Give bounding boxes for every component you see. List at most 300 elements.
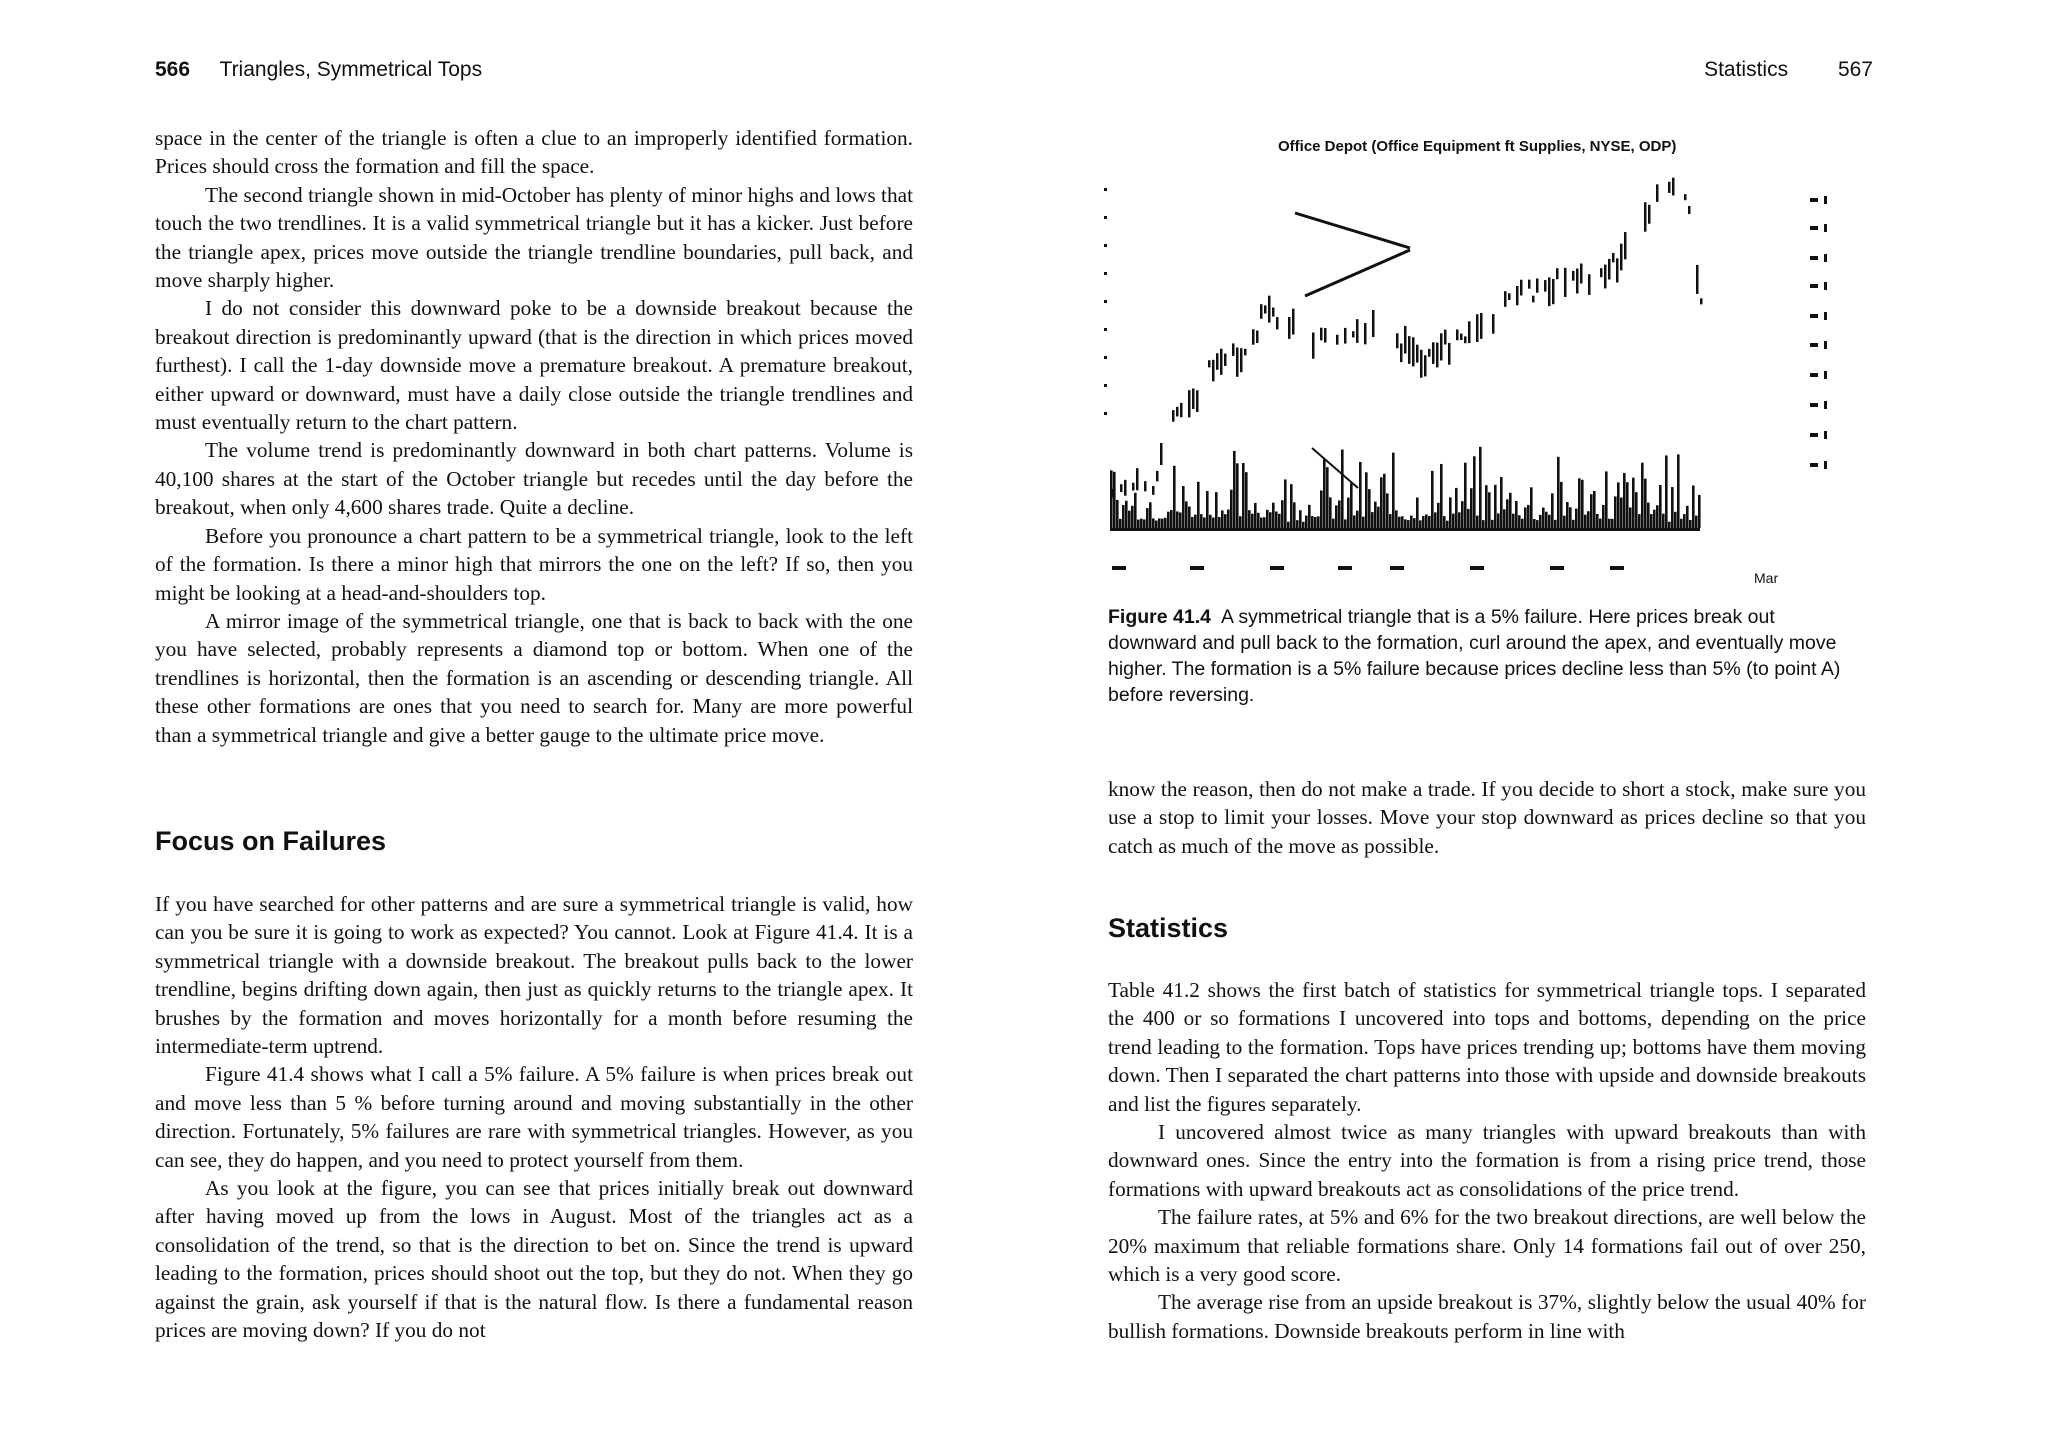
price-bar xyxy=(1416,345,1419,363)
axis-tick xyxy=(1810,433,1818,437)
price-bar xyxy=(1232,343,1235,355)
figure-41-4-chart xyxy=(1090,118,1890,593)
volume-bar xyxy=(1401,516,1404,528)
paragraph: The average rise from an upside breakout is 37%, slightly below the usual 40% for bullish formations. Downside breakouts perform in line with xyxy=(1108,1290,1866,1343)
volume-bar xyxy=(1509,493,1512,528)
price-bar xyxy=(1152,486,1155,495)
volume-bar xyxy=(1320,490,1323,528)
volume-bar xyxy=(1686,506,1689,528)
volume-bar xyxy=(1344,519,1347,528)
left-body-bottom xyxy=(155,890,913,1345)
price-bar xyxy=(1464,336,1467,343)
volume-bar xyxy=(1476,516,1479,528)
volume-bar xyxy=(1182,486,1185,528)
axis-tick xyxy=(1824,341,1827,349)
price-bar xyxy=(1552,279,1555,304)
volume-bar xyxy=(1125,501,1128,528)
price-bar xyxy=(1588,274,1591,295)
volume-bar xyxy=(1614,496,1617,528)
volume-bar xyxy=(1434,512,1437,528)
volume-bar xyxy=(1380,477,1383,528)
volume-bar xyxy=(1422,516,1425,528)
price-bar xyxy=(1252,329,1255,344)
axis-tick xyxy=(1824,224,1827,232)
date-tick xyxy=(1338,566,1352,570)
volume-bar xyxy=(1323,459,1326,528)
axis-tick xyxy=(1824,282,1827,290)
price-bar xyxy=(1604,265,1607,289)
volume-bar xyxy=(1365,472,1368,528)
volume-bar xyxy=(1305,516,1308,528)
price-bar xyxy=(1320,328,1323,341)
volume-bar xyxy=(1164,518,1167,528)
price-bar xyxy=(1356,319,1359,343)
volume-bar xyxy=(1524,507,1527,528)
volume-bar xyxy=(1575,509,1578,528)
volume-bar xyxy=(1122,505,1125,528)
volume-bar xyxy=(1179,512,1182,528)
volume-bar xyxy=(1113,472,1116,528)
triangle-upper-trendline xyxy=(1295,213,1410,248)
price-bar xyxy=(1352,331,1355,337)
volume-bar xyxy=(1377,507,1380,528)
right-page-number: 567 xyxy=(1837,58,1873,81)
axis-dot xyxy=(1104,384,1107,387)
volume-bar xyxy=(1446,521,1449,528)
volume-bar xyxy=(1464,463,1467,528)
volume-bar xyxy=(1146,508,1149,528)
price-bar xyxy=(1336,335,1339,345)
volume-bar xyxy=(1167,512,1170,528)
axis-tick xyxy=(1810,314,1818,318)
volume-bar xyxy=(1647,503,1650,528)
volume-bar xyxy=(1392,453,1395,528)
price-bar xyxy=(1224,354,1227,366)
volume-bar xyxy=(1515,501,1518,528)
volume-bar xyxy=(1350,483,1353,528)
volume-bar xyxy=(1314,517,1317,528)
paragraph: Table 41.2 shows the first batch of statistics for symmetrical triangle tops. I separated the 400 or so formations I uncovered into tops and bottoms, depending on the price trend leading to the formation. Tops have prices trending up; bottoms have them moving down. Then I separated the chart patterns into those with upside and downside breakouts and list the figures separately. xyxy=(1108,978,1866,1116)
volume-bar xyxy=(1518,515,1521,528)
volume-bar xyxy=(1137,520,1140,528)
volume-bar xyxy=(1500,477,1503,528)
volume-bar xyxy=(1548,515,1551,528)
volume-bar xyxy=(1656,505,1659,528)
price-bar xyxy=(1576,269,1579,294)
volume-bar xyxy=(1599,519,1602,528)
volume-bar xyxy=(1428,516,1431,528)
paragraph: The second triangle shown in mid-October has plenty of minor highs and lows that touch the two trendlines. It is a valid symmetrical triangle but it has a kicker. Just before the triangle apex, prices move outside the triangle trendline boundaries, pull back, and move sharply higher. xyxy=(155,182,913,293)
volume-bar xyxy=(1644,479,1647,528)
volume-bar xyxy=(1410,516,1413,528)
volume-bar xyxy=(1206,491,1209,528)
volume-bar xyxy=(1341,450,1344,528)
volume-bar xyxy=(1383,474,1386,528)
volume-bar xyxy=(1416,498,1419,528)
volume-bar xyxy=(1296,520,1299,528)
volume-baseline xyxy=(1110,528,1700,531)
volume-bar xyxy=(1326,467,1329,528)
paragraph: know the reason, then do not make a trade. If you decide to short a stock, make sure you use a stop to limit your losses. Move your stop downward as prices decline so that you catch as much of the move as possible. xyxy=(1108,777,1866,858)
price-bar xyxy=(1292,309,1295,335)
price-bar xyxy=(1372,310,1375,337)
volume-bar xyxy=(1404,519,1407,528)
volume-bar xyxy=(1116,500,1119,528)
price-bar xyxy=(1656,184,1659,202)
volume-bar xyxy=(1641,463,1644,528)
volume-bar xyxy=(1266,510,1269,528)
volume-bar xyxy=(1692,486,1695,528)
price-bar xyxy=(1644,202,1647,231)
axis-dot xyxy=(1104,188,1107,191)
price-bar xyxy=(1504,291,1507,307)
volume-bar xyxy=(1209,515,1212,528)
volume-bar xyxy=(1461,501,1464,528)
caption-text: A symmetrical triangle that is a 5% failure. Here prices break out downward and pull back to the formation, curl around the apex, and eventually move higher. The formation is a 5% failure because prices decline less than 5% (to point A) before reversing. xyxy=(1108,606,1841,706)
volume-bar xyxy=(1110,470,1113,528)
volume-bar xyxy=(1311,516,1314,528)
volume-bar xyxy=(1275,512,1278,528)
axis-tick xyxy=(1810,373,1818,377)
volume-bar xyxy=(1128,511,1131,528)
price-bar xyxy=(1620,244,1623,271)
left-running-title: Triangles, Symmetrical Tops xyxy=(219,58,483,81)
volume-bar xyxy=(1566,502,1569,528)
volume-bar xyxy=(1245,472,1248,528)
price-bar xyxy=(1324,328,1327,343)
volume-bar xyxy=(1452,514,1455,528)
volume-bar xyxy=(1542,508,1545,528)
volume-bar xyxy=(1506,499,1509,528)
volume-bar xyxy=(1134,493,1137,528)
volume-bar xyxy=(1440,464,1443,528)
volume-bar xyxy=(1590,494,1593,528)
section-heading-focus-on-failures: Focus on Failures xyxy=(155,826,387,856)
price-bar xyxy=(1124,480,1127,496)
volume-bar xyxy=(1512,514,1515,528)
volume-bar xyxy=(1650,514,1653,528)
price-bar xyxy=(1572,271,1575,281)
chart-title: Office Depot (Office Equipment ft Supplies, NYSE, ODP) xyxy=(1278,138,1677,155)
volume-bar xyxy=(1536,520,1539,528)
volume-bar xyxy=(1698,495,1701,528)
volume-bar xyxy=(1425,514,1428,528)
paragraph: I uncovered almost twice as many triangles with upward breakouts than with downward ones. Since the entry into the formation is from a rising price trend, those formations with upward breakouts act as consolidations of the price trend. xyxy=(1108,1120,1866,1201)
volume-bar xyxy=(1485,485,1488,528)
volume-bar xyxy=(1257,513,1260,528)
paragraph: space in the center of the triangle is often a clue to an improperly identified formation. Prices should cross the formation and fill the space. xyxy=(155,126,913,179)
volume-bar xyxy=(1371,512,1374,528)
paragraph: If you have searched for other patterns and are sure a symmetrical triangle is valid, how can you be sure it is going to work as expected? You cannot. Look at Figure 41.4. It is a symmetrical triangle with a downside breakout. The breakout pulls back to the lower trendline, begins drifting down again, then just as quickly returns to the triangle apex. It brushes by the formation and moves horizontally for a month before resuming the intermediate-term uptrend. xyxy=(155,892,913,1059)
axis-tick xyxy=(1824,431,1827,439)
volume-bar xyxy=(1398,517,1401,528)
volume-bar xyxy=(1602,505,1605,528)
volume-bar xyxy=(1161,519,1164,528)
volume-bar xyxy=(1173,466,1176,528)
axis-tick xyxy=(1824,196,1827,204)
volume-bar xyxy=(1632,478,1635,528)
price-bar xyxy=(1520,280,1523,296)
price-bar xyxy=(1448,343,1451,365)
volume-bar xyxy=(1611,519,1614,528)
volume-bar xyxy=(1338,500,1341,528)
volume-bar xyxy=(1143,519,1146,528)
price-bar xyxy=(1404,326,1407,354)
price-bar xyxy=(1408,336,1411,364)
left-page-number: 566 xyxy=(155,58,191,81)
price-bar xyxy=(1600,268,1603,277)
volume-bar xyxy=(1230,490,1233,528)
price-bar xyxy=(1236,348,1239,377)
volume-bar xyxy=(1671,487,1674,528)
volume-bar xyxy=(1254,503,1257,528)
price-bar xyxy=(1616,258,1619,282)
axis-tick xyxy=(1810,463,1818,467)
volume-bar xyxy=(1290,484,1293,528)
volume-bar xyxy=(1626,482,1629,528)
axis-dot xyxy=(1104,356,1107,359)
price-bar xyxy=(1264,305,1267,313)
volume-trendline xyxy=(1312,448,1358,488)
volume-bar xyxy=(1554,520,1557,528)
paragraph: The volume trend is predominantly downward in both chart patterns. Volume is 40,100 shares at the start of the October triangle but recedes until the day before the breakout, when only 4,600 shares trade. Quite a decline. xyxy=(155,438,913,520)
volume-bar xyxy=(1149,502,1152,528)
volume-bar xyxy=(1674,512,1677,528)
volume-bar xyxy=(1443,516,1446,528)
volume-bar xyxy=(1302,522,1305,528)
volume-bar xyxy=(1689,520,1692,528)
price-bar xyxy=(1396,333,1399,348)
price-bar xyxy=(1608,259,1611,280)
volume-bar xyxy=(1662,514,1665,528)
volume-bar xyxy=(1449,497,1452,528)
axis-tick xyxy=(1810,403,1818,407)
volume-bar xyxy=(1176,511,1179,528)
volume-bar xyxy=(1407,520,1410,528)
date-tick xyxy=(1390,566,1404,570)
date-tick xyxy=(1190,566,1204,570)
volume-bar xyxy=(1155,521,1158,528)
paragraph: A mirror image of the symmetrical triangle, one that is back to back with the one you have selected, probably represents a diamond top or bottom. When one of the trendlines is horizontal, then the formation is an ascending or descending triangle. All these other formations are ones that you need to search for. Many are more powerful than a symmetrical triangle and give a better gauge to the ultimate price move. xyxy=(155,608,913,747)
price-bar xyxy=(1276,317,1279,329)
paragraph: The failure rates, at 5% and 6% for the two breakout directions, are well below the 20% maximum that reliable formations share. Only 14 formations fail out of over 250, which is a very good score. xyxy=(1108,1205,1866,1287)
axis-tick xyxy=(1810,226,1818,230)
volume-bar xyxy=(1695,516,1698,528)
volume-bar xyxy=(1281,500,1284,528)
volume-bar xyxy=(1467,509,1470,528)
price-bar xyxy=(1508,293,1511,300)
right-body-bottom xyxy=(1108,976,1866,1345)
volume-bar xyxy=(1497,513,1500,528)
price-bar xyxy=(1480,313,1483,339)
price-bar xyxy=(1684,194,1687,200)
volume-bar xyxy=(1530,487,1533,528)
volume-bar xyxy=(1221,510,1224,528)
price-bar xyxy=(1188,390,1191,417)
volume-bar xyxy=(1569,507,1572,528)
price-bar xyxy=(1688,206,1691,214)
volume-bar xyxy=(1551,493,1554,528)
volume-bar xyxy=(1491,520,1494,528)
paragraph: Figure 41.4 shows what I call a 5% failure. A 5% failure is when prices break out and move less than 5 % before turning around and moving substantially in the other direction. Fortunately, 5% failures are rare with symmetrical triangles. However, as you can see, they do happen, and you need to protect yourself from them. xyxy=(155,1062,913,1172)
volume-bar xyxy=(1578,478,1581,528)
price-bar xyxy=(1400,343,1403,362)
volume-bar xyxy=(1251,514,1254,528)
volume-bar xyxy=(1227,509,1230,528)
price-bar xyxy=(1668,182,1671,193)
volume-bar xyxy=(1269,512,1272,528)
axis-tick xyxy=(1810,343,1818,347)
volume-bar xyxy=(1191,517,1194,528)
price-bar xyxy=(1468,321,1471,343)
axis-dot xyxy=(1104,244,1107,247)
price-bar xyxy=(1132,483,1135,491)
left-running-head xyxy=(155,58,482,82)
volume-bar xyxy=(1188,507,1191,528)
volume-bar xyxy=(1665,455,1668,528)
price-bar xyxy=(1432,342,1435,364)
volume-bar xyxy=(1287,522,1290,528)
price-bar xyxy=(1220,349,1223,375)
price-bar xyxy=(1672,178,1675,196)
volume-bar xyxy=(1560,482,1563,528)
volume-bar xyxy=(1239,516,1242,528)
price-bar xyxy=(1364,323,1367,344)
price-bar xyxy=(1272,308,1275,317)
price-bar xyxy=(1528,280,1531,289)
volume-bar xyxy=(1680,519,1683,528)
volume-bar xyxy=(1584,515,1587,528)
price-bar xyxy=(1260,304,1263,319)
price-bar xyxy=(1312,332,1315,358)
price-bar xyxy=(1564,268,1567,297)
price-bar xyxy=(1460,334,1463,341)
price-bar xyxy=(1288,317,1291,339)
price-bar xyxy=(1696,265,1699,294)
axis-dot xyxy=(1104,216,1107,219)
volume-bar xyxy=(1236,463,1239,528)
date-tick xyxy=(1112,566,1126,570)
volume-bar xyxy=(1203,517,1206,528)
volume-bar xyxy=(1629,507,1632,528)
volume-bar xyxy=(1458,512,1461,528)
right-body-top xyxy=(1108,775,1866,860)
axis-tick xyxy=(1824,254,1827,262)
figure-caption xyxy=(1108,604,1868,708)
right-running-title: Statistics xyxy=(1704,58,1789,81)
price-bar xyxy=(1268,296,1271,323)
volume-bar xyxy=(1431,471,1434,528)
price-bar xyxy=(1456,329,1459,340)
volume-bar xyxy=(1263,517,1266,528)
price-bar xyxy=(1476,314,1479,342)
volume-bar xyxy=(1605,471,1608,528)
axis-dot xyxy=(1104,300,1107,303)
price-bar xyxy=(1440,333,1443,360)
volume-bar xyxy=(1335,505,1338,528)
price-bar xyxy=(1208,360,1211,367)
volume-bar xyxy=(1533,519,1536,528)
volume-bar xyxy=(1284,479,1287,528)
price-bar xyxy=(1492,314,1495,334)
date-tick xyxy=(1610,566,1624,570)
volume-bar xyxy=(1329,497,1332,528)
volume-bar xyxy=(1581,480,1584,528)
price-bar xyxy=(1196,390,1199,412)
date-tick xyxy=(1470,566,1484,570)
volume-bar xyxy=(1140,519,1143,528)
price-bar xyxy=(1544,280,1547,292)
axis-tick xyxy=(1824,371,1827,379)
volume-bar xyxy=(1356,511,1359,528)
section-heading-statistics: Statistics xyxy=(1108,913,1229,943)
volume-bar xyxy=(1488,492,1491,528)
volume-bar xyxy=(1260,517,1263,528)
volume-bar xyxy=(1473,456,1476,528)
volume-bar xyxy=(1653,510,1656,528)
volume-bar xyxy=(1152,518,1155,528)
price-bar xyxy=(1180,403,1183,417)
volume-bar xyxy=(1119,519,1122,528)
volume-bar xyxy=(1308,505,1311,528)
axis-tick xyxy=(1824,461,1827,469)
volume-bar xyxy=(1299,510,1302,528)
price-bar xyxy=(1436,343,1439,368)
volume-bar xyxy=(1683,514,1686,528)
price-bar xyxy=(1700,298,1703,304)
volume-bar xyxy=(1248,510,1251,528)
volume-bar xyxy=(1677,454,1680,528)
volume-bar xyxy=(1617,482,1620,528)
price-bar xyxy=(1192,388,1195,408)
price-volume-chart xyxy=(1090,118,1890,593)
price-bar xyxy=(1172,410,1175,422)
paragraph: As you look at the figure, you can see that prices initially break out downward after having moved up from the lows in August. Most of the triangles act as a consolidation of the trend, so that is the direction to bet on. Since the trend is upward leading to the formation, prices should shoot out the top, but they do not. When they go against the grain, ask yourself if that is the natural flow. Is there a fundamental reason prices are moving down? If you do not xyxy=(155,1176,913,1343)
volume-bar xyxy=(1419,520,1422,528)
volume-bar xyxy=(1620,498,1623,528)
volume-bar xyxy=(1587,511,1590,528)
volume-bar xyxy=(1185,501,1188,528)
price-bar xyxy=(1580,264,1583,284)
volume-bar xyxy=(1215,492,1218,528)
price-bar xyxy=(1516,286,1519,305)
volume-bar xyxy=(1368,489,1371,528)
price-bar xyxy=(1412,337,1415,366)
axis-dot xyxy=(1104,328,1107,331)
volume-bar xyxy=(1194,515,1197,528)
volume-bar xyxy=(1278,514,1281,528)
volume-bar xyxy=(1470,488,1473,528)
volume-bar xyxy=(1347,498,1350,528)
month-label-mar: Mar xyxy=(1754,570,1779,586)
volume-bar xyxy=(1668,522,1671,528)
volume-bar xyxy=(1395,510,1398,528)
volume-bar xyxy=(1608,519,1611,528)
price-bar xyxy=(1256,331,1259,343)
volume-bar xyxy=(1317,516,1320,528)
price-bar xyxy=(1624,232,1627,259)
paragraph: Before you pronounce a chart pattern to be a symmetrical triangle, look to the left of the formation. Is there a minor high that mirrors the one on the left? If so, then you might be looking at a head-and-shoulders top. xyxy=(155,523,913,605)
price-bar xyxy=(1548,277,1551,306)
volume-bar xyxy=(1158,518,1161,528)
caption-label: Figure 41.4 xyxy=(1108,606,1211,628)
volume-bar xyxy=(1635,492,1638,528)
triangle-lower-trendline xyxy=(1305,250,1410,296)
price-bar xyxy=(1136,468,1139,490)
axis-tick xyxy=(1810,256,1818,260)
paragraph: I do not consider this downward poke to be a downside breakout because the breakout direction is predominantly upward (that is the direction in which prices moved furthest). I call the 1-day downside move a premature breakout. A premature breakout, either upward or downward, must have a daily close outside the triangle trendlines and must eventually return to the chart pattern. xyxy=(155,296,913,435)
volume-bar xyxy=(1359,462,1362,528)
